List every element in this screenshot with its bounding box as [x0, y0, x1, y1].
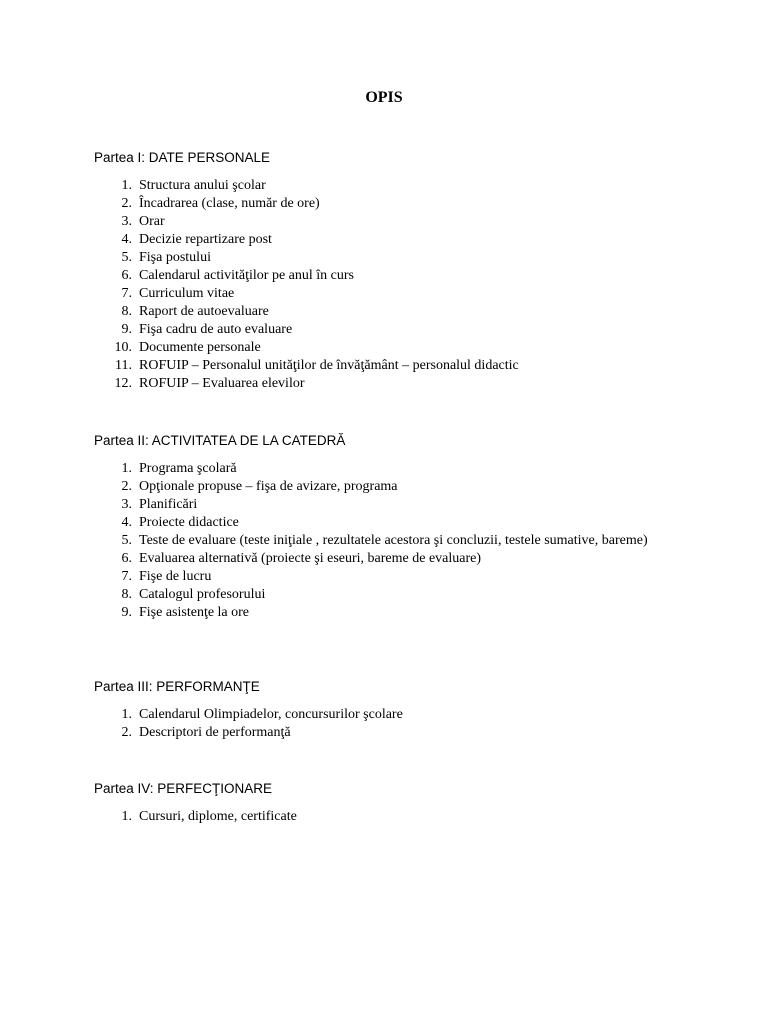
list-item-text: Descriptori de performanţă [139, 725, 291, 740]
list-item-number: 2 . [94, 195, 132, 213]
list-item-number: 4 . [94, 231, 132, 249]
list-item [94, 249, 694, 267]
list-item [94, 568, 694, 586]
list-item [94, 808, 694, 826]
list-item-number: 8 . [94, 586, 132, 604]
list-item-text: ROFUIP – Personalul unităţilor de învăţământ – personalul didactic [139, 358, 519, 373]
list-item [94, 339, 694, 357]
list-item-number: 5 . [94, 532, 132, 550]
list-item-number: 4 . [94, 514, 132, 532]
list-item-number: 10 . [94, 339, 132, 357]
list-item-number: 1 . [94, 177, 132, 195]
list-item-text: Raport de autoevaluare [139, 304, 269, 319]
list-item [94, 706, 694, 724]
list-item [94, 195, 694, 213]
list-item-number: 6 . [94, 550, 132, 568]
list-item-text: Evaluarea alternativă (proiecte şi eseuri, bareme de evaluare) [139, 551, 482, 566]
list-item-text: Încadrarea (clase, număr de ore) [139, 196, 320, 211]
list-item-text: Proiecte didactice [139, 515, 239, 530]
section-heading: Partea I: DATE PERSONALE [94, 150, 271, 165]
list-item [94, 177, 694, 195]
list-item-number: 11 . [94, 357, 132, 375]
list-item [94, 460, 694, 478]
list-item-text: Opţionale propuse – fişa de avizare, programa [139, 479, 398, 494]
list-item-text: Teste de evaluare (teste iniţiale , rezultatele acestora şi concluzii, testele sumative, bareme) [139, 533, 648, 548]
list-item-number: 3 . [94, 213, 132, 231]
section-perfectionare [94, 780, 694, 826]
list-item-text: Calendarul activităţilor pe anul în curs [139, 268, 354, 283]
list-item-number: 1 . [94, 706, 132, 724]
section-date-personale [94, 149, 694, 393]
item-list [94, 177, 694, 393]
section-heading: Partea III: PERFORMANŢE [94, 679, 260, 694]
document-title: OPIS [365, 89, 403, 106]
list-item-text: Calendarul Olimpiadelor, concursurilor şcolare [139, 707, 403, 722]
list-item-text: Documente personale [139, 340, 261, 355]
list-item-text: Catalogul profesorului [139, 587, 266, 602]
list-item-text: ROFUIP – Evaluarea elevilor [139, 376, 305, 391]
list-item [94, 321, 694, 339]
list-item-text: Orar [139, 214, 165, 229]
list-item-number: 7 . [94, 285, 132, 303]
list-item-number: 6 . [94, 267, 132, 285]
list-item [94, 586, 694, 604]
list-item-text: Cursuri, diplome, certificate [139, 809, 297, 824]
item-list [94, 460, 694, 622]
list-item-text: Structura anului şcolar [139, 178, 266, 193]
section-heading: Partea IV: PERFECŢIONARE [94, 781, 273, 796]
list-item-text: Fişe de lucru [139, 569, 212, 584]
list-item [94, 496, 694, 514]
list-item [94, 514, 694, 532]
section-heading: Partea II: ACTIVITATEA DE LA CATEDRĂ [94, 433, 346, 448]
list-item [94, 604, 694, 622]
list-item [94, 357, 694, 375]
list-item-number: 7 . [94, 568, 132, 586]
list-item [94, 550, 694, 568]
list-item [94, 213, 694, 231]
list-item-text: Fişa postului [139, 250, 211, 265]
list-item-text: Curriculum vitae [139, 286, 235, 301]
list-item-text: Fişe asistenţe la ore [139, 605, 250, 620]
list-item-text: Programa şcolară [139, 461, 237, 476]
list-item [94, 375, 694, 393]
item-list [94, 808, 694, 826]
list-item-text: Decizie repartizare post [139, 232, 272, 247]
item-list [94, 706, 694, 742]
list-item-number: 12 . [94, 375, 132, 393]
list-item-number: 1 . [94, 460, 132, 478]
list-item [94, 724, 694, 742]
list-item-number: 3 . [94, 496, 132, 514]
list-item [94, 231, 694, 249]
list-item [94, 532, 694, 550]
list-item [94, 478, 694, 496]
list-item-number: 9 . [94, 321, 132, 339]
list-item-number: 1 . [94, 808, 132, 826]
list-item-number: 9 . [94, 604, 132, 622]
list-item-text: Planificări [139, 497, 198, 512]
list-item-number: 2 . [94, 478, 132, 496]
section-performante [94, 678, 694, 742]
list-item-number: 2 . [94, 724, 132, 742]
list-item [94, 303, 694, 321]
list-item-text: Fişa cadru de auto evaluare [139, 322, 293, 337]
list-item-number: 8 . [94, 303, 132, 321]
section-activitatea-catedra [94, 432, 694, 622]
list-item-number: 5 . [94, 249, 132, 267]
list-item [94, 285, 694, 303]
list-item [94, 267, 694, 285]
